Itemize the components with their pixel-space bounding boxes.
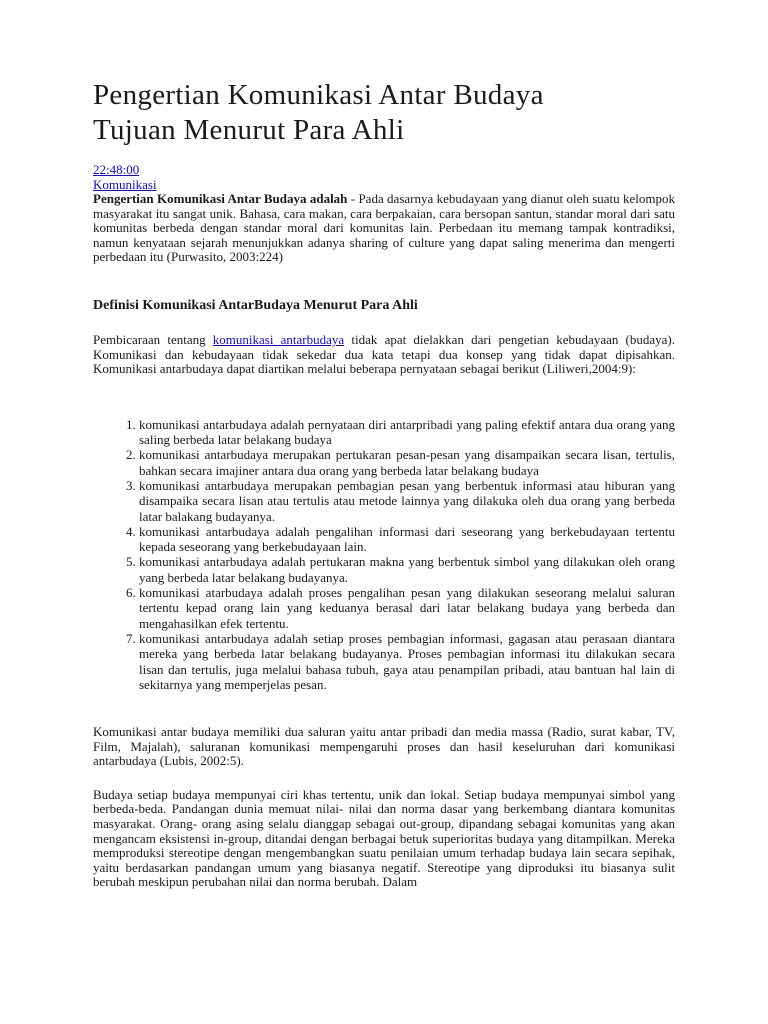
komunikasi-antarbudaya-link[interactable]: komunikasi antarbudaya — [212, 331, 345, 347]
culture-paragraph: Budaya setiap budaya mempunyai ciri khas tertentu, unik dan lokal. Setiap budaya mempunyai simbol yang berbeda-beda. Pandangan dunia memuat nilai- nilai dan norma dasar yang berkembang diantara komunitas masyarakat. Orang- orang asing selalu dianggap sebagai out-group, dipandang sebagai komunitas yang akan mengancam eksistensi in-group, ditandai dengan berbagai betuk superioritas budaya yang ditampilkan. Mereka memproduksi stereotipe dengan mengembangkan suatu penilaian umum terhadap budaya lain secara sepihak, yaitu berdasarkan pandangan umum yang biasanya negatif. Stereotipe yang diproduksi itu biasanya sulit berubah meskipun perubahan nilai dan norma berubah. Dalam — [93, 786, 675, 890]
section-heading: Definisi Komunikasi AntarBudaya Menurut Para Ahli — [93, 297, 418, 313]
title-line-2: Tujuan Menurut Para Ahli — [93, 114, 405, 146]
definition-paragraph — [93, 333, 675, 377]
list-item: 6. komunikasi atarbudaya adalah proses pengalihan pesan yang dilakukan seseorang melalui saluran tertentu kepad orang lain yang keduanya berasal dari latar belakang budaya yang berbeda dan mengahasilkan efek tertentu. — [139, 585, 675, 631]
list-item: 4. komunikasi antarbudaya adalah pengalihan informasi dari seseorang yang berkebudayaan tertentu kepada seseorang yang berkebudayaan lain. — [139, 524, 675, 555]
list-item: 7. komunikasi antarbudaya adalah setiap proses pembagian informasi, gagasan atau perasaan diantara mereka yang berbeda latar belakang budayanya. Proses pembagian informasi itu dilakukan secara lisan dan tertulis, juga melalui bahasa tubuh, gaya atau penampilan pribadi, atau bantuan hal lain di sekitarnya yang memperjelas pesan. — [139, 631, 675, 692]
list-item: 5. komunikasi antarbudaya adalah pertukaran makna yang berbentuk simbol yang dilakukan oleh orang yang berbeda latar belakang budayanya. — [139, 554, 675, 585]
list-item: 2. komunikasi antarbudaya merupakan pertukaran pesan-pesan yang disampaikan secara lisan, tertulis, bahkan secara imajiner antara dua orang yang berbeda latar belakang budaya — [139, 447, 675, 478]
page-title — [93, 78, 675, 148]
article — [93, 78, 675, 890]
intro-bold-term: Pengertian Komunikasi Antar Budaya adalah — [93, 191, 348, 206]
post-time-link[interactable]: 22:48:00 — [93, 162, 140, 177]
intro-text: - Pada dasarnya kebudayaan yang dianut oleh suatu kelompok masyarakat itu sangat unik. Bahasa, cara makan, cara berpakaian, cara bersopan santun, standar moral dari satu komunitas berbeda dengan standar moral dari komunitas lain. Perbedaan itu memang tampak kontradiksi, namun kenyataan sejarah menunjukkan adanya sharing of culture yang dapat saling menerima dan mengerti perbedaan itu (Purwasito, 2003:224) — [93, 191, 675, 265]
intro-paragraph — [93, 192, 675, 265]
post-meta — [93, 162, 675, 192]
list-item: 1. komunikasi antarbudaya adalah pernyataan diri antarpribadi yang paling efektif antara dua orang yang saling berbeda latar belakang budaya — [139, 417, 675, 448]
category-link[interactable]: Komunikasi — [93, 177, 157, 192]
title-line-1: Pengertian Komunikasi Antar Budaya — [93, 79, 544, 111]
channels-paragraph: Komunikasi antar budaya memiliki dua saluran yaitu antar pribadi dan media massa (Radio, surat kabar, TV, Film, Majalah), saluranan komunikasi mempengaruhi proses dan hasil keseluruhan dari komunikasi antarbudaya (Lubis, 2002:5). — [93, 724, 675, 769]
definition-text-start: Pembicaraan tentang — [93, 331, 213, 347]
list-item: 3. komunikasi antarbudaya merupakan pembagian pesan yang berbentuk informasi atau hiburan yang disampaika secara lisan atau tertulis atau metode lainnya yang dilakuka oleh dua orang yang berbeda latar balakang budayanya. — [139, 478, 675, 524]
definition-text-end: tidak apat dielakkan dari pengetian kebudayaan (budaya). Komunikasi dan kebudayaan tidak sekedar dua kata tetapi dua konsep yang tidak dapat dipisahkan. Komunikasi antarbudaya dapat diartikan melalui beberapa pernyataan sebagai berikut (Liliweri,2004:9): — [93, 331, 676, 377]
definition-list — [93, 417, 675, 692]
